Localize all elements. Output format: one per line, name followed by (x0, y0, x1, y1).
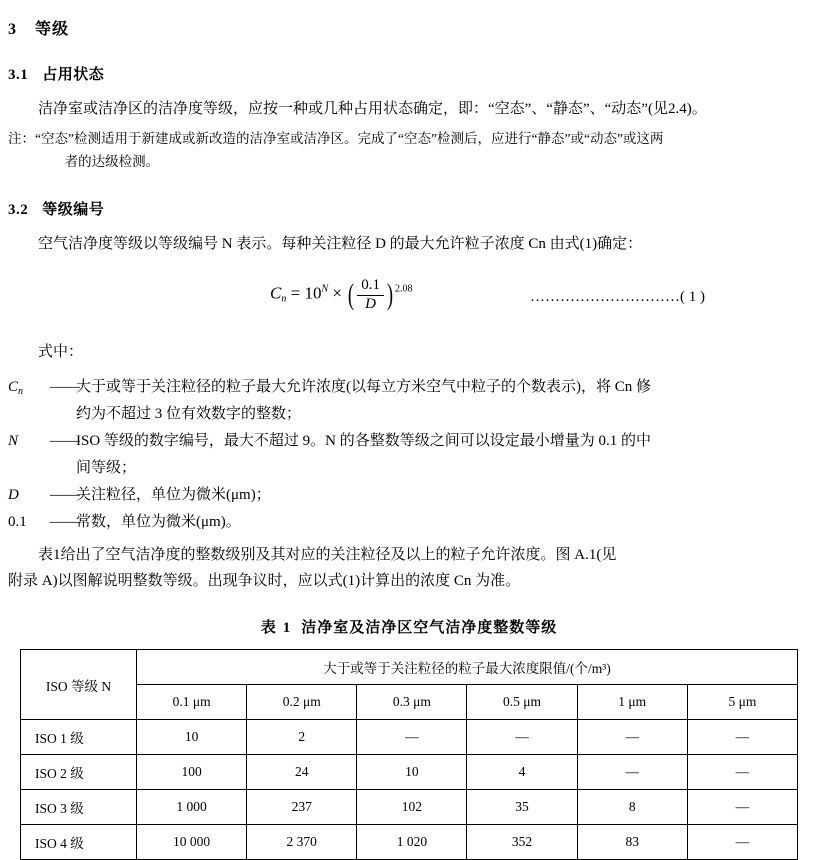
definition-item-constant (8, 509, 818, 536)
heading-section-3-2-number: 3.2 (8, 202, 29, 219)
table-cell-2-4: 8 (577, 790, 687, 825)
definition-text-n-line1: ISO 等级的数字编号，最大不超过 9。N 的各整数等级之间可以设定最小增量为 0.1 的中 (76, 432, 652, 449)
table-cell-3-4: 83 (577, 825, 687, 860)
definition-dash-d: —— (50, 486, 80, 503)
table-column-header-5: 5 μm (687, 685, 797, 720)
heading-section-3-1-number: 3.1 (8, 67, 29, 83)
table-row-label-1: ISO 2 级 (21, 755, 137, 790)
formula-fraction (357, 277, 384, 313)
table-row (21, 790, 798, 825)
table-cell-0-4: — (577, 720, 687, 755)
definition-text-constant: 常数，单位为微米(μm)。 (76, 513, 241, 530)
formula-right-paren: ) (386, 278, 394, 312)
table-caption-number: 1 (282, 620, 292, 637)
document-page (0, 16, 818, 852)
definition-symbol-cn-subscript: n (18, 385, 24, 397)
note-label: 注： (8, 131, 35, 147)
table-row-label-0: ISO 1 级 (21, 720, 137, 755)
definition-text-d: 关注粒径，单位为微米(μm)； (76, 486, 271, 503)
table-cell-2-3: 35 (467, 790, 577, 825)
table-cell-2-1: 237 (247, 790, 357, 825)
paragraph-3-2-body: 空气洁净度等级以等级编号 N 表示。每种关注粒径 D 的最大允许粒子浓度 Cn 由式(1)确定： (38, 236, 643, 253)
note-line-2: 者的达级检测。 (64, 154, 160, 170)
table-column-header-2: 0.3 μm (357, 685, 467, 720)
table-cell-0-2: — (357, 720, 467, 755)
table-cell-0-0: 10 (137, 720, 247, 755)
note-line-1: “空态”检测适用于新建成或新改造的洁净室或洁净区。完成了“空态”检测后，应进行“静态”或“动态”或这两 (35, 131, 664, 147)
heading-section-3-2-title: 等级编号 (42, 202, 105, 219)
table-1-caption (0, 616, 818, 637)
definition-symbol-n-letter: N (8, 432, 19, 449)
paragraph-table-intro-line1: 表1给出了空气洁净度的整数级别及其对应的关注粒径及以上的粒子允许浓度。图 A.1(见 (38, 546, 617, 563)
heading-section-3-2 (8, 198, 818, 219)
table-cell-1-2: 10 (357, 755, 467, 790)
definition-list (8, 374, 818, 536)
table-cell-1-1: 24 (247, 755, 357, 790)
table-row-label-2: ISO 3 级 (21, 790, 137, 825)
table-caption-label: 表 (260, 620, 277, 637)
table-corner-header: ISO 等级 N (21, 650, 137, 720)
table-row (21, 755, 798, 790)
heading-section-3-number: 3 (8, 21, 17, 38)
table-cell-1-3: 4 (467, 755, 577, 790)
definition-item-cn (8, 374, 818, 428)
formula-dots: ………………………… (530, 289, 680, 306)
definition-text-n-line2: 间等级； (76, 459, 137, 476)
table-span-header: 大于或等于关注粒径的粒子最大浓度限值/(个/m³) (137, 650, 798, 685)
table-cell-2-5: — (687, 790, 797, 825)
heading-section-3-title: 等级 (35, 21, 70, 38)
table-cell-3-3: 352 (467, 825, 577, 860)
table-cell-0-1: 2 (247, 720, 357, 755)
where-label: 式中： (38, 344, 84, 361)
definition-dash-cn: —— (50, 378, 80, 395)
table-cell-2-2: 102 (357, 790, 467, 825)
definition-symbol-n (8, 428, 50, 455)
table-cell-3-0: 10 000 (137, 825, 247, 860)
table-row-label-3: ISO 4 级 (21, 825, 137, 860)
heading-section-3-1 (8, 63, 818, 84)
definition-text-cn-line1: 大于或等于关注粒径的粒子最大允许浓度(以每立方米空气中粒子的个数表示)，将 Cn 修 (76, 378, 651, 395)
paragraph-table-intro-line2: 附录 A)以图解说明整数等级。出现争议时，应以式(1)计算出的浓度 Cn 为准。 (8, 572, 521, 589)
definition-item-n (8, 428, 818, 482)
formula-number: ( 1 ) (680, 289, 705, 306)
formula-left-paren: ( (348, 278, 355, 312)
note-3-1 (8, 128, 818, 151)
formula-times: × (332, 284, 342, 304)
formula-fraction-numerator: 0.1 (361, 277, 380, 294)
table-cell-1-5: — (687, 755, 797, 790)
formula-exponent-n: N (321, 284, 329, 296)
definition-symbol-constant: 0.1 (8, 513, 27, 530)
formula-fraction-denominator: D (357, 295, 384, 313)
definition-symbol-cn (8, 374, 50, 401)
formula-base: 10 (304, 284, 322, 304)
table-row (21, 825, 798, 860)
definition-symbol-d (8, 482, 50, 509)
formula-lhs-variable: C (270, 284, 282, 304)
formula-1 (270, 277, 412, 313)
formula-1-row (0, 275, 818, 331)
table-cell-1-4: — (577, 755, 687, 790)
definition-text-cn-line2: 约为不超过 3 位有效数字的整数； (76, 405, 302, 422)
table-cell-3-5: — (687, 825, 797, 860)
table-column-header-1: 0.2 μm (247, 685, 357, 720)
table-cell-2-0: 1 000 (137, 790, 247, 825)
definition-dash-n: —— (50, 432, 80, 449)
table-column-header-0: 0.1 μm (137, 685, 247, 720)
paragraph-3-1-body: 洁净室或洁净区的洁净度等级，应按一种或几种占用状态确定，即：“空态”、“静态”、“动态”(见2.4)。 (38, 101, 707, 117)
definition-item-d (8, 482, 818, 509)
table-caption-text: 洁净室及洁净区空气洁净度整数等级 (301, 620, 558, 637)
heading-section-3-1-title: 占用状态 (42, 67, 105, 83)
definition-symbol-d-letter: D (8, 486, 19, 503)
table-cell-0-5: — (687, 720, 797, 755)
table-column-header-3: 0.5 μm (467, 685, 577, 720)
definition-symbol-cn-letter: C (8, 378, 19, 395)
table-cell-0-3: — (467, 720, 577, 755)
table-cell-1-0: 100 (137, 755, 247, 790)
formula-equals: = (290, 284, 301, 304)
table-cell-3-1: 2 370 (247, 825, 357, 860)
table-row (21, 720, 798, 755)
table-column-header-4: 1 μm (577, 685, 687, 720)
definition-dash-constant: —— (50, 513, 80, 530)
table-header-row-1 (21, 650, 798, 685)
formula-fraction-exponent: 2.08 (394, 284, 413, 296)
table-1 (20, 649, 798, 860)
formula-1-leader (530, 289, 705, 306)
formula-lhs-subscript: n (281, 294, 287, 306)
definition-text-n (76, 428, 804, 482)
table-header-row-2 (21, 685, 798, 720)
table-cell-3-2: 1 020 (357, 825, 467, 860)
heading-section-3 (8, 16, 818, 39)
definition-text-cn (76, 374, 804, 428)
